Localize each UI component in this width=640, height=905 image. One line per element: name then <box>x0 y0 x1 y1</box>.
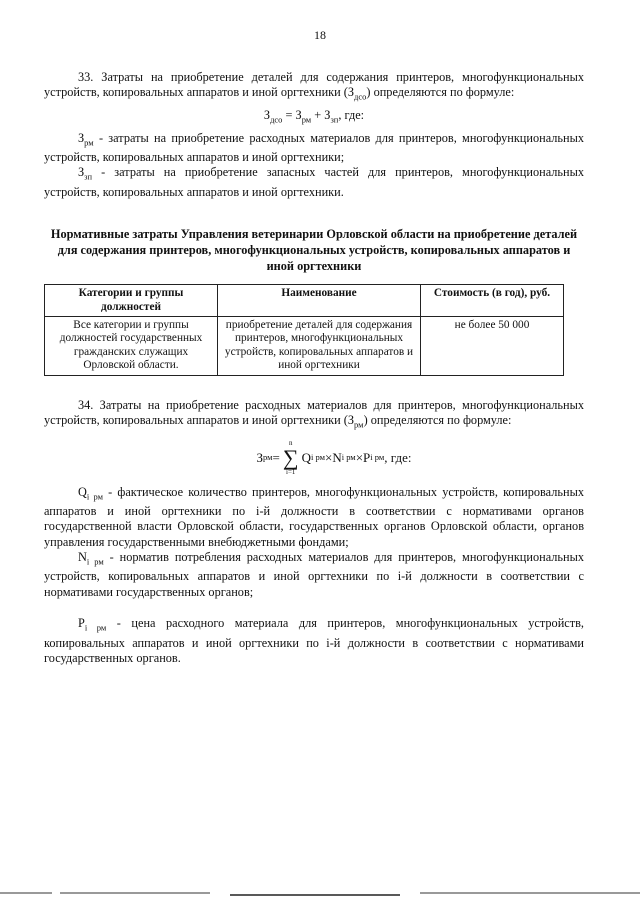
table-header-row <box>45 285 564 317</box>
cell-cost: не более 50 000 <box>421 317 564 376</box>
sum-symbol: n ∑ i=1 <box>282 438 299 476</box>
cell-name: приобретение деталей для содержания принтеров, многофункциональных устройств, копировальных аппаратов и иной оргтехники <box>218 317 421 376</box>
page-number: 18 <box>314 28 326 42</box>
definition-q: $Q_{i рм}$ - фактическое количество принтеров, многофункциональных устройств, копировальных аппаратов и иной оргтехники по i-й должности в соответствии с нормативами органов государственной власти Орловской области, государственных органов Орловской области, органов управления государственными внебюджетными фондами; <box>44 484 584 549</box>
paragraph-34: 34. Затраты на приобретение расходных материалов для принтеров, многофункциональных устройств, копировальных аппаратов и иной оргтехники $(З_{рм})$ определяются по формуле: <box>44 397 584 430</box>
definition-zzp: $З_{зп}$ - затраты на приобретение запасных частей для принтеров, многофункциональных устройств, копировальных аппаратов и иной оргтехники. <box>44 165 584 200</box>
col-header-name: Наименование <box>218 285 421 317</box>
definition-zrm: $З_{рм}$ - затраты на приобретение расходных материалов для принтеров, многофункциональных устройств, копировальных аппаратов и иной оргтехники; <box>44 130 584 165</box>
cell-category: Все категории и группы должностей государственных гражданских служащих Орловской области. <box>45 317 218 376</box>
definition-n: $N_{i рм}$ - норматив потребления расходных материалов для принтеров, многофункциональных устройств, копировальных аппаратов и иной оргтехники по i-й должности в соответствии с нормативами государственных органов; <box>44 549 584 599</box>
paragraph-33: 33. Затраты на приобретение деталей для содержания принтеров, многофункциональных устройств, копировальных аппаратов и иной оргтехники $(З_{дсо})$ определяются по формуле: <box>44 70 584 102</box>
document-body <box>44 70 584 666</box>
table-row <box>45 317 564 376</box>
footer-scan-lines <box>0 890 640 900</box>
col-header-category: Категории и группы должностей <box>45 285 218 317</box>
col-header-cost: Стоимость (в год), руб. <box>421 285 564 317</box>
definition-p: $P_{i рм}$ - цена расходного материала для принтеров, многофункциональных устройств, копировальных аппаратов и иной оргтехники по i-й должности в соответствии с нормативами государственных органов. <box>44 615 584 665</box>
cost-table <box>44 284 564 375</box>
formula-zrm: З рм = n ∑ i=1 Q i рм × N i рм × P i рм , где: <box>256 438 412 476</box>
table-heading: Нормативные затраты Управления ветеринарии Орловской области на приобретение деталей для содержания принтеров, многофункциональных устройств, копировальных аппаратов и иной оргтехники <box>50 227 578 274</box>
formula-zdso: $З_{дсо} = З_{рм} + З_{зп}$, где: <box>263 107 365 125</box>
